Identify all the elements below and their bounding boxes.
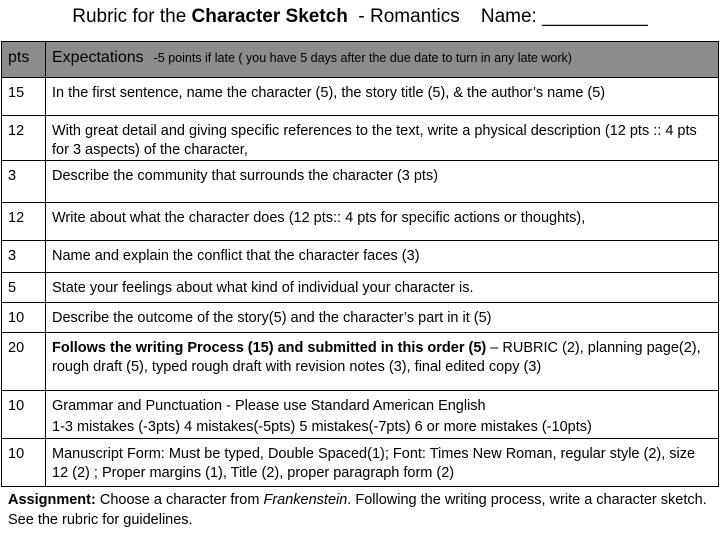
row-text: State your feelings about what kind of individual your character is. [46, 273, 719, 303]
table-row [2, 78, 719, 116]
table-row [2, 303, 719, 333]
row-text: Describe the community that surrounds the character (3 pts) [46, 161, 719, 203]
assignment-after: . Following the writing process, write a character sketch. See the rubric for guidelines. [8, 492, 707, 528]
row-points: 15 [2, 78, 46, 116]
table-row [2, 273, 719, 303]
title-suffix: - Romantics Name: __________ [347, 6, 648, 27]
table-header-row [2, 42, 719, 78]
table-row [2, 391, 719, 439]
row-points: 10 [2, 303, 46, 333]
row-points: 12 [2, 203, 46, 241]
assignment-before: Choose a character from [95, 492, 264, 508]
table-row [2, 116, 719, 161]
column-header-pts: pts [2, 42, 46, 78]
row-text [46, 333, 719, 391]
row-line-1: Grammar and Punctuation - Please use Standard American English [52, 398, 486, 414]
row-points: 5 [2, 273, 46, 303]
late-note: -5 points if late ( you have 5 days after the due date to turn in any late work) [153, 51, 572, 65]
row-text: Describe the outcome of the story(5) and the character’s part in it (5) [46, 303, 719, 333]
column-header-expectations [46, 42, 719, 78]
row-points: 3 [2, 161, 46, 203]
row-text: Manuscript Form: Must be typed, Double Spaced(1); Font: Times New Roman, regular style (2), size 12 (2) ; Proper margins (1), Title (2), proper paragraph form (2) [46, 439, 719, 487]
table-row [2, 333, 719, 391]
title-prefix: Rubric for the [72, 6, 192, 27]
row-text: In the first sentence, name the character (5), the story title (5), & the author’s name (5) [46, 78, 719, 116]
table-row [2, 161, 719, 203]
row-text: Write about what the character does (12 pts:: 4 pts for specific actions or thoughts), [46, 203, 719, 241]
row-text [46, 391, 719, 439]
expectations-label: Expectations [52, 49, 144, 66]
rubric-table [1, 41, 719, 487]
row-text: Name and explain the conflict that the character faces (3) [46, 241, 719, 273]
row-points: 12 [2, 116, 46, 161]
row-points: 20 [2, 333, 46, 391]
page-title [0, 4, 720, 30]
table-row [2, 203, 719, 241]
assignment-label: Assignment: [8, 492, 96, 508]
row-points: 10 [2, 391, 46, 439]
assignment-book-title: Frankenstein [263, 492, 348, 508]
table-row [2, 241, 719, 273]
table-row [2, 439, 719, 487]
title-bold: Character Sketch [191, 6, 348, 27]
row-line-2: 1-3 mistakes (-3pts) 4 mistakes(-5pts) 5 mistakes(-7pts) 6 or more mistakes (-10pts) [52, 419, 592, 435]
row-rest-text: – RUBRIC (2), planning page(2), rough draft (5), typed rough draft with revision notes (3), final edited copy (3) [52, 340, 701, 375]
assignment-text [8, 490, 714, 530]
row-points: 10 [2, 439, 46, 487]
row-bold-text: Follows the writing Process (15) and submitted in this order (5) [52, 340, 487, 356]
row-text: With great detail and giving specific references to the text, write a physical description (12 pts :: 4 pts for 3 aspects) of the character, [46, 116, 719, 161]
row-points: 3 [2, 241, 46, 273]
